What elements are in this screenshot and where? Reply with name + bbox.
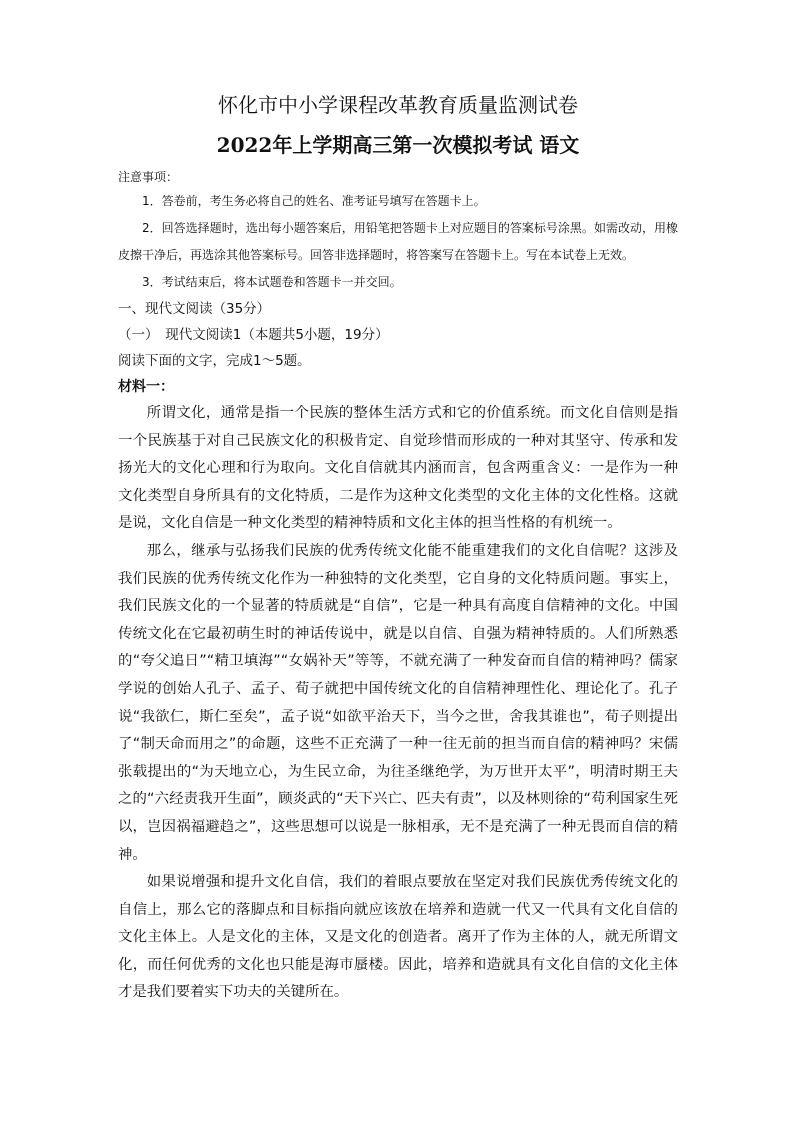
material-paragraph: 那么，继承与弘扬我们民族的优秀传统文化能不能重建我们的文化自信呢？这涉及我们民族的优秀传统文化作为一种独特的文化类型，它自身的文化特质问题。事实上，我们民族文化的一个显著的特质就是“自信”，它是一种具有高度自信精神的文化。中国传统文化在它最初萌生时的神话传说中，就是以自信、自强为精神特质的。人们所熟悉的“夸父追日”“精卫填海”“女娲补天”等等，不就充满了一种发奋而自信的精神吗？儒家学说的创始人孔子、孟子、荀子就把中国传统文化的自信精神理性化、理论化了。孔子说“我欲仁，斯仁至矣”，孟子说“如欲平治天下，当今之世，舍我其谁也”，荀子则提出了“制天命而用之”的命题，这些不正充满了一种一往无前的担当而自信的精神吗？宋儒张载提出的“为天地立心，为生民立命，为往圣继绝学，为万世开太平”，明清时期王夫之的“六经责我开生面”，顾炎武的“天下兴亡、匹夫有责”，以及林则徐的“苟利国家生死以，岂因祸福避趋之”，这些思想可以说是一脉相承，无不是充满了一种无畏而自信的精神。 bbox=[118, 542, 678, 863]
notes-heading: 注意事项： bbox=[118, 170, 179, 184]
exam-subtitle: 2022年上学期高三第一次模拟考试 语文 bbox=[216, 133, 580, 157]
note-item: 2．回答选择题时，选出每小题答案后，用铅笔把答题卡上对应题目的答案标号涂黑。如需改动，用橡皮擦干净后，再选涂其他答案标号。回答非选择题时，将答案写在答题卡上。写在本试卷上无效。 bbox=[118, 221, 678, 262]
exam-page bbox=[118, 90, 678, 1007]
section-heading: 一、现代文阅读（35分） bbox=[118, 301, 271, 317]
material-paragraph: 如果说增强和提升文化自信，我们的着眼点要放在坚定对我们民族优秀传统文化的自信上，那么它的落脚点和目标指向就应该放在培养和造就一代又一代具有文化自信的文化主体上。人是文化的主体，又是文化的创造者。离开了作为主体的人，就无所谓文化，而任何优秀的文化也只能是海市蜃楼。因此，培养和造就具有文化自信的文化主体才是我们要着实下功夫的关键所在。 bbox=[118, 874, 678, 1001]
note-item: 1．答卷前，考生务必将自己的姓名、准考证号填写在答题卡上。 bbox=[142, 194, 486, 208]
reading-instruction: 阅读下面的文字，完成1～5题。 bbox=[118, 353, 311, 369]
subsection-heading: （一） 现代文阅读1（本题共5小题，19分） bbox=[118, 327, 389, 343]
material-paragraph: 所谓文化，通常是指一个民族的整体生活方式和它的价值系统。而文化自信则是指一个民族基于对自己民族文化的积极肯定、自觉珍惜而形成的一种对其坚守、传承和发扬光大的文化心理和行为取向。文化自信就其内涵而言，包含两重含义：一是作为一种文化类型自身所具有的文化特质，二是作为这种文化类型的文化主体的文化性格。这就是说，文化自信是一种文化类型的精神特质和文化主体的担当性格的有机统一。 bbox=[118, 405, 678, 532]
note-item: 3．考试结束后，将本试题卷和答题卡一并交回。 bbox=[142, 275, 402, 289]
exam-title: 怀化市中小学课程改革教育质量监测试卷 bbox=[218, 93, 578, 117]
material-label: 材料一： bbox=[118, 379, 174, 395]
